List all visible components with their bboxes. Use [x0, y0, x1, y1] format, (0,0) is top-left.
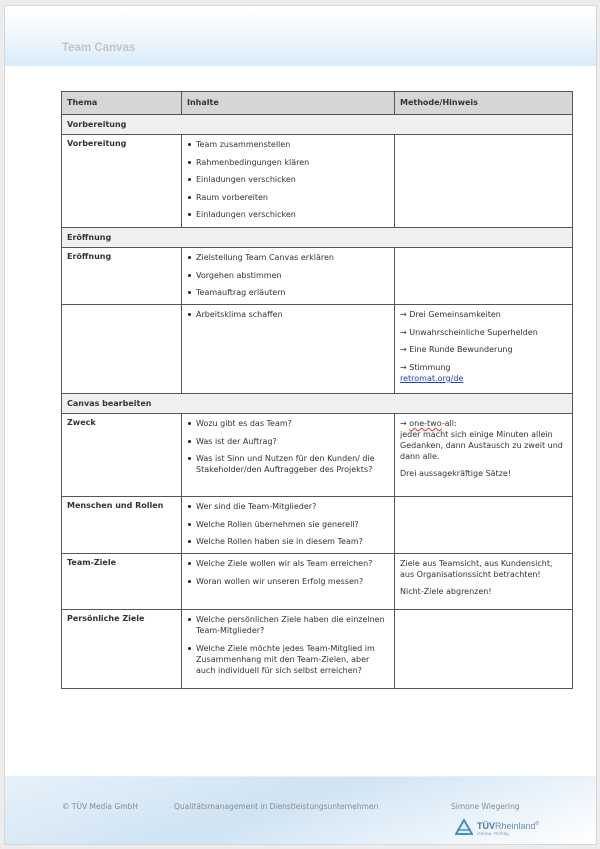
list-item: Was ist der Auftrag? [187, 436, 389, 447]
footer-topic: Qualitätsmanagement in Dienstleistungsunternehmen [174, 802, 379, 811]
section-label: Canvas bearbeiten [62, 394, 573, 414]
methode-cell [395, 610, 573, 689]
table-row [62, 414, 573, 497]
list-item: Rahmenbedingungen klären [187, 157, 389, 168]
method-note: Nicht-Ziele abgrenzen! [400, 587, 492, 596]
inhalte-cell [182, 554, 395, 610]
thema-cell: Vorbereitung [62, 135, 182, 228]
list-item: Einladungen verschicken [187, 209, 389, 220]
table-row [62, 554, 573, 610]
list-item: Arbeitsklima schaffen [187, 309, 389, 320]
list-item: Team zusammenstellen [187, 139, 389, 150]
section-row-eroeffnung [62, 228, 573, 248]
list-item: Einladungen verschicken [187, 174, 389, 185]
thema-cell: Eröffnung [62, 248, 182, 305]
method-item: → Stimmung [400, 362, 451, 372]
thema-cell: Menschen und Rollen [62, 497, 182, 554]
table-header-row [62, 92, 573, 115]
list-item: Welche Rollen haben sie in diesem Team? [187, 536, 389, 547]
list-item: Welche Ziele wollen wir als Team erreichen? [187, 558, 389, 569]
section-label: Eröffnung [62, 228, 573, 248]
table-row [62, 610, 573, 689]
document-page [4, 5, 597, 845]
list-item: Welche persönlichen Ziele haben die einzelnen Team-Mitglieder? [187, 614, 389, 636]
inhalte-cell [182, 248, 395, 305]
table-row [62, 305, 573, 394]
inhalte-cell [182, 305, 395, 394]
method-item: → Drei Gemeinsamkeiten [400, 310, 501, 319]
list-item: Woran wollen wir unseren Erfolg messen? [187, 576, 389, 587]
list-item: Teamauftrag erläutern [187, 287, 389, 298]
method-item: → Unwahrscheinliche Superhelden [400, 327, 538, 337]
list-item: Raum vorbereiten [187, 192, 389, 203]
list-item: Vorgehen abstimmen [187, 270, 389, 281]
methode-cell [395, 305, 573, 394]
list-item: Zielstellung Team Canvas erklären [187, 252, 389, 263]
thema-cell: Persönliche Ziele [62, 610, 182, 689]
section-row-canvas-bearbeiten [62, 394, 573, 414]
team-canvas-table [61, 91, 573, 689]
logo-tagline: Genau. Richtig. [477, 832, 511, 837]
methode-cell [395, 554, 573, 610]
footer-author: Simone Wiegering [451, 802, 520, 811]
method-item: → Eine Runde Bewunderung [400, 345, 513, 354]
inhalte-cell [182, 414, 395, 497]
methode-cell [395, 497, 573, 554]
spellcheck-word: one-two [409, 419, 442, 428]
page-header [5, 6, 596, 66]
page-footer [5, 776, 596, 844]
thema-cell: Zweck [62, 414, 182, 497]
list-item: Welche Ziele möchte jedes Team-Mitglied im Zusammenhang mit den Team-Zielen, aber auch individuell für sich selbst erreichen? [187, 643, 389, 676]
document-title: Team Canvas [62, 42, 136, 54]
list-item: Welche Rollen übernehmen sie generell? [187, 519, 389, 530]
list-item: Was ist Sinn und Nutzen für den Kunden/ die Stakeholder/den Auftraggeber des Projekts? [187, 453, 389, 475]
methode-cell [395, 248, 573, 305]
column-header-thema: Thema [62, 92, 182, 115]
column-header-methode: Methode/Hinweis [395, 92, 573, 115]
method-heading: → one-two-all: jeder macht sich einige Minuten allein Gedanken, dann Austausch zu zweit und dann alle. [400, 419, 563, 461]
methode-cell [395, 414, 573, 497]
list-item: Wer sind die Team-Mitglieder? [187, 501, 389, 512]
section-label: Vorbereitung [62, 115, 573, 135]
method-note: Ziele aus Teamsicht, aus Kundensicht, aus Organisationssicht betrachten! [400, 559, 553, 579]
footer-copyright: © TÜV Media GmbH [62, 802, 138, 811]
retromat-link[interactable]: retromat.org/de [400, 373, 464, 383]
thema-cell: Team-Ziele [62, 554, 182, 610]
method-note: Drei aussagekräftige Sätze! [400, 469, 512, 478]
inhalte-cell [182, 497, 395, 554]
thema-cell [62, 305, 182, 394]
section-row-vorbereitung [62, 115, 573, 135]
table-row [62, 497, 573, 554]
table-row [62, 135, 573, 228]
tuv-rheinland-logo: TÜVRheinland® Genau. Richtig. [455, 819, 565, 841]
inhalte-cell [182, 610, 395, 689]
inhalte-cell [182, 135, 395, 228]
tuv-triangle-icon [455, 819, 473, 835]
column-header-inhalte: Inhalte [182, 92, 395, 115]
list-item: Wozu gibt es das Team? [187, 418, 389, 429]
methode-cell [395, 135, 573, 228]
table-row [62, 248, 573, 305]
